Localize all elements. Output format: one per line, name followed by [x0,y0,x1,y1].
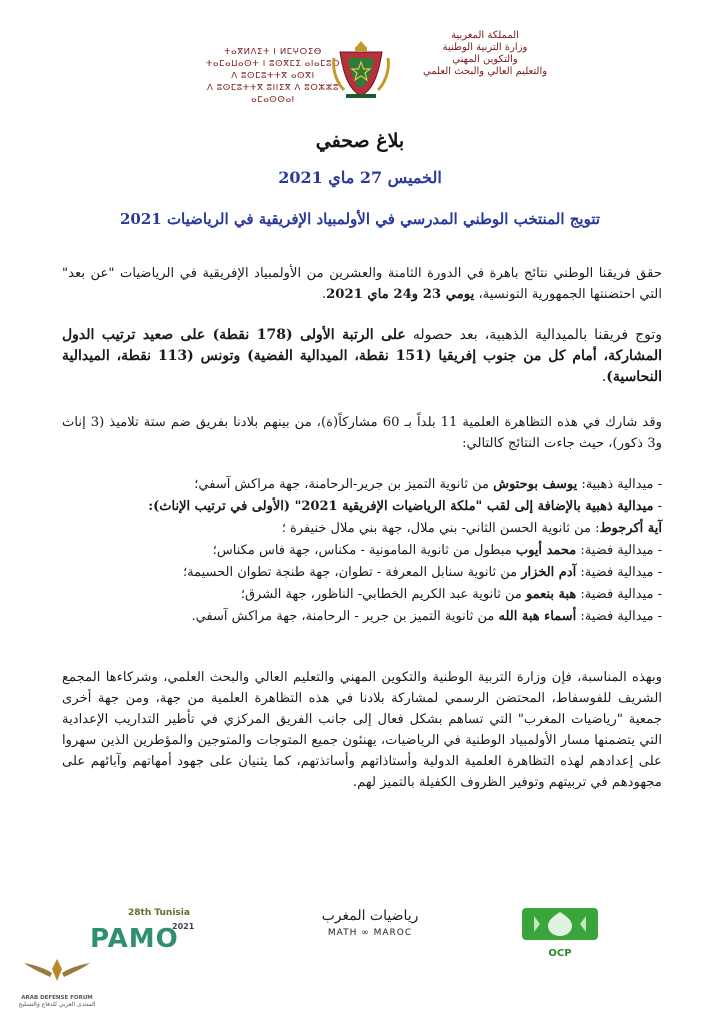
watermark-english: ARAB DEFENSE FORUM [21,995,93,1001]
student-name: هبة بنعمو [525,587,577,602]
results-list [62,474,662,628]
student-school: من ثانوية التميز بن جرير - الرحامنة، جهة مراكش آسفي. [191,609,499,624]
ministry-line: ⵜⴰⵎⴰⵡⴰⵙⵜ ⵏ ⵓⵙⴳⵎⵉ ⴰⵏⴰⵎⵓⵔ [205,59,341,69]
ministry-line: ⴷ ⵓⵙⵎⵓⵜⵜⴳ ⵓⵏⵏⵉⴳ ⴷ ⵓⵔⵣⵣⵓ ⴰⵎⴰⵙⵙⴰⵏ [207,83,339,105]
press-release-subject: تتويج المنتخب الوطني المدرسي في الأولمبياد الإفريقية في الرياضيات 2021 [119,210,601,228]
ministry-line: المملكة المغربية [451,30,519,41]
student-school: من ثانوية عبد الكريم الخطابي- الناظور، جهة الشرق؛ [240,587,526,602]
competition-dates: يومي 23 و24 ماي 2021 [326,287,475,302]
queen-title: ميدالية ذهبية بالإضافة إلى لقب "ملكة الرياضيات الإفريقية 2021" (الأولى في ترتيب الإناث): [148,499,654,514]
pamo-logo [90,908,230,952]
list-item [62,562,662,584]
coat-of-arms-icon [330,38,392,100]
ministry-line: ⴷ ⵓⵙⵎⵓⵜⵜⴳ ⴰⵙⴳⵏ [231,71,315,81]
list-item [62,584,662,606]
list-item [62,474,662,496]
student-name: أسماء هبة الله [498,609,577,624]
student-name: محمد أيوب [515,543,577,558]
student-name: آدم الخزار [521,565,577,580]
maths-maroc-arabic: رياضيات المغرب [321,908,419,924]
student-school: من ثانوية سنابل المعرفة - تطوان، جهة طنجة تطوان الحسيمة؛ [182,565,522,580]
student-name: آية أكرجوط [599,521,662,536]
student-school: مبطول من ثانوية المامونية - مكناس، جهة فاس مكناس؛ [212,543,516,558]
list-item [62,540,662,562]
medal-label: - ميدالية فضية: [576,543,662,558]
student-school: من ثانوية التميز بن جرير-الرحامنة، جهة مراكش آسفي؛ [194,477,494,492]
student-school: : من ثانوية الحسن الثاني- بني ملال، جهة بني ملال خنيفرة ؛ [281,521,600,536]
paragraph-text: وتوج فريقنا بالميدالية الذهبية، بعد حصوله [405,327,663,343]
paragraph-congratulations: وبهذه المناسبة، فإن وزارة التربية الوطنية والتكوين المهني والتعليم العالي والبحث العلمي، وشركاءها المجمع الشريف للفوسفاط، المحتضن الرسمي لمشاركة بلادنا في هذه التظاهرة العلمية من جهة، ومن جهة أخرى جمعية "رياضيات المغرب" التي تساهم بشكل فعال إلى جانب الفريق المركزي في تأطير التداريب الإعدادية التي يتضمنها مسار الأولمبياد الوطنية في الرياضيات، يهنئون جميع المتوجات والمتوجين والمؤطرين الذين سهروا على إعدادهم لهذه التظاهرة العلمية الدولية وأستاذاتهم وأساتذتهم، كما يثنيان على جهود أمهاتهم وآبائهم على مجهودهم في تربيتهم وتوفير الظروف الكفيلة بالتميز لهم. [62,670,662,790]
paragraph-text: . [601,369,607,385]
press-release-date: الخميس 27 ماي 2021 [278,168,442,187]
medal-label: - [653,499,662,514]
pamo-year: 2021 [172,922,195,931]
paragraph-participation: وقد شارك في هذه التظاهرة العلمية 11 بلداً بـ 60 مشاركاً(ة)، من بينهم بلادنا بفريق ضم ستة تلاميذ (3 إناث و3 ذكور)، حيث جاءت النتائج كالتالي: [62,415,663,451]
ministry-line: والتكوين المهني [452,54,518,65]
medal-label: - ميدالية ذهبية: [577,477,662,492]
ministry-line: والتعليم العالي والبحث العلمي [422,66,548,77]
maths-maroc-latin: MATH ∞ MAROC [327,928,413,938]
ministry-line: وزارة التربية الوطنية [442,42,528,53]
pamo-edition: 28th Tunisia [128,908,190,918]
watermark-arabic: المنتدى العربي للدفاع والتسليح [18,1001,96,1008]
list-item [62,606,662,628]
medal-label: - ميدالية فضية: [576,609,662,624]
pamo-name: PAMO [90,924,179,954]
list-item [62,518,662,540]
eagle-icon [22,955,92,985]
ministry-name-arabic [400,30,570,78]
paragraph-intro [62,263,662,305]
ministry-name-tifinagh [198,46,348,106]
maths-maroc-logo [300,908,440,952]
forum-watermark [2,955,112,1017]
medal-label: - ميدالية فضية: [576,587,662,602]
press-release-title: بلاغ صحفي [315,130,405,152]
paragraph-text: حقق فريقنا الوطني نتائج باهرة في الدورة الثامنة والعشرين من الأولمبياد الإفريقية في الرياضيات "عن بعد" التي احتضنتها الجمهورية التونسية، [62,266,662,302]
paragraph-text: . [321,287,327,302]
ocp-label: OCP [548,948,572,959]
list-item [62,496,662,518]
medal-label: - ميدالية فضية: [576,565,662,580]
ministry-line: ⵜⴰⴳⵍⴷⵉⵜ ⵏ ⵍⵎⵖⵔⵉⴱ [224,47,322,57]
ocp-logo [510,906,610,960]
ocp-emblem-icon [520,906,600,942]
paragraph-ranking [62,325,662,388]
ranking-summary: على الرتبة الأولى (178 نقطة) على صعيد ترتيب الدول المشاركة، أمام كل من جنوب إفريقيا (151 نقطة، الميدالية الفضية) وتونس (113 نقطة، الميدالية النحاسية) [62,327,662,385]
student-name: يوسف بوحتوش [493,477,578,492]
